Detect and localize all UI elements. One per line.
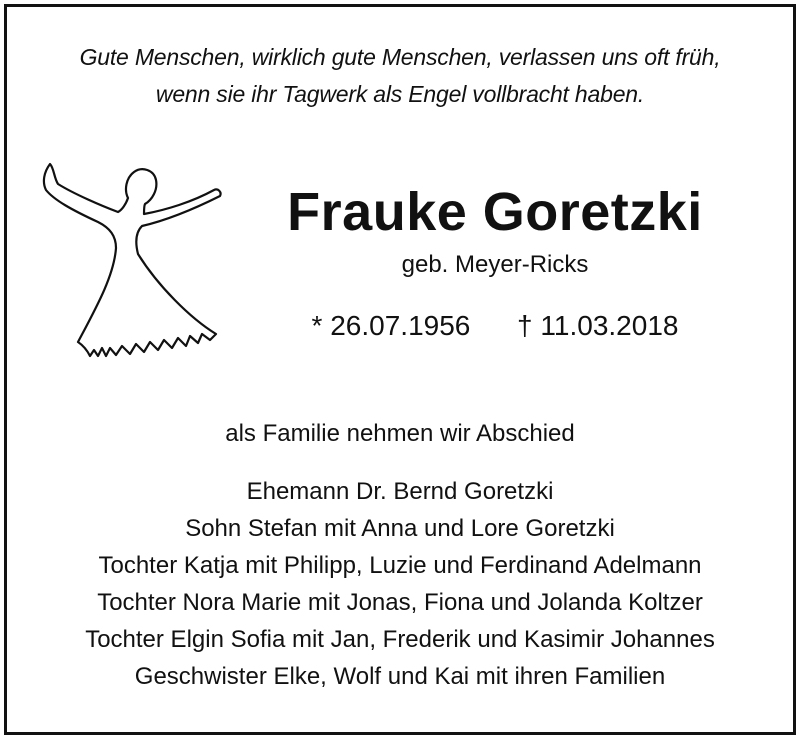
birth-name: geb. Meyer-Ricks (401, 251, 589, 278)
deceased-name: Frauke Goretzki (287, 182, 703, 242)
family-member: Tochter Katja mit Philipp, Luzie und Ferdinand Adelmann (98, 552, 702, 579)
life-dates (240, 310, 750, 342)
family-member: Tochter Elgin Sofia mit Jan, Frederik und Kasimir Johannes (85, 626, 715, 653)
death-symbol: † (517, 310, 533, 341)
family-member: Ehemann Dr. Bernd Goretzki (246, 478, 554, 505)
quote-line-1: Gute Menschen, wirklich gute Menschen, verlassen uns oft früh, (79, 44, 721, 70)
birth-date: 26.07.1956 (330, 310, 471, 341)
quote-line-2: wenn sie ihr Tagwerk als Engel vollbracht haben. (155, 81, 645, 107)
family-member: Sohn Stefan mit Anna und Lore Goretzki (185, 515, 615, 542)
family-intro: als Familie nehmen wir Abschied (225, 420, 575, 447)
family-member: Tochter Nora Marie mit Jonas, Fiona und Jolanda Koltzer (97, 589, 703, 616)
dancing-angel-icon (40, 158, 225, 363)
death-date: 11.03.2018 (540, 310, 679, 341)
birth-symbol: * (311, 310, 323, 341)
family-list (0, 473, 800, 695)
family-member: Geschwister Elke, Wolf und Kai mit ihren Familien (134, 663, 666, 690)
